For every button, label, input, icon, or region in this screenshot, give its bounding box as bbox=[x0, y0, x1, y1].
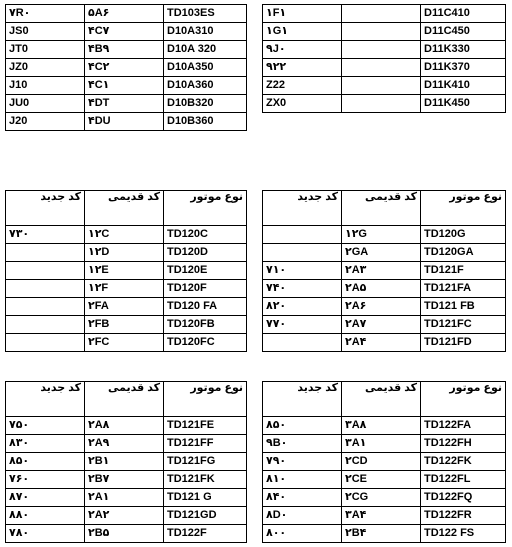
old-code-cell: ۴DU bbox=[85, 113, 164, 131]
new-code-cell: ۷۹۰ bbox=[263, 453, 342, 471]
engine-type-cell: TD121 FB bbox=[421, 298, 506, 316]
table-body bbox=[263, 382, 506, 543]
old-code-cell: ۲B۴ bbox=[342, 525, 421, 543]
engine-type-cell: D10A360 bbox=[164, 77, 247, 95]
table-row bbox=[6, 453, 247, 471]
new-code-cell: J10 bbox=[6, 77, 85, 95]
engine-type-cell: D11K410 bbox=[421, 77, 506, 95]
old-code-cell: ۴C۱ bbox=[85, 77, 164, 95]
old-code-cell: ۲B۵ bbox=[85, 525, 164, 543]
old-code-cell: ۲A۳ bbox=[342, 262, 421, 280]
old-code-cell: ۱۲F bbox=[85, 280, 164, 298]
header-new-code: کد جدید bbox=[263, 191, 342, 226]
old-code-cell bbox=[342, 95, 421, 113]
new-code-cell: ۷۵۰ bbox=[6, 417, 85, 435]
new-code-cell: ۸۸۰ bbox=[6, 507, 85, 525]
new-code-cell: ۷۴۰ bbox=[263, 280, 342, 298]
new-code-cell: JS0 bbox=[6, 23, 85, 41]
engine-type-cell: TD120E bbox=[164, 262, 247, 280]
new-code-cell: ۷R۰ bbox=[6, 5, 85, 23]
new-code-cell: ۷۷۰ bbox=[263, 316, 342, 334]
engine-type-cell: D10A350 bbox=[164, 59, 247, 77]
old-code-cell: ۲CD bbox=[342, 453, 421, 471]
engine-type-cell: TD103ES bbox=[164, 5, 247, 23]
engine-type-cell: D10B360 bbox=[164, 113, 247, 131]
old-code-cell bbox=[342, 41, 421, 59]
new-code-cell: ۹J۰ bbox=[263, 41, 342, 59]
engine-type-cell: TD120G bbox=[421, 226, 506, 244]
table-row bbox=[6, 507, 247, 525]
engine-type-cell: D10B320 bbox=[164, 95, 247, 113]
engine-type-cell: TD122FQ bbox=[421, 489, 506, 507]
table-body bbox=[6, 5, 247, 131]
table-body bbox=[6, 191, 247, 352]
new-code-cell: ۷۱۰ bbox=[263, 262, 342, 280]
new-code-cell: ۸D۰ bbox=[263, 507, 342, 525]
new-code-cell: ۹B۰ bbox=[263, 435, 342, 453]
old-code-cell: ۲A۵ bbox=[342, 280, 421, 298]
old-code-cell: ۲B۷ bbox=[85, 471, 164, 489]
engine-type-cell: TD122FL bbox=[421, 471, 506, 489]
new-code-cell: ۸۵۰ bbox=[263, 417, 342, 435]
new-code-cell: ۱F۱ bbox=[263, 5, 342, 23]
table-row bbox=[263, 316, 506, 334]
old-code-cell: ۵A۶ bbox=[85, 5, 164, 23]
engine-type-cell: TD120D bbox=[164, 244, 247, 262]
new-code-cell: JZ0 bbox=[6, 59, 85, 77]
mid-right-table bbox=[262, 190, 506, 352]
table-row bbox=[263, 5, 506, 23]
old-code-cell: ۲CG bbox=[342, 489, 421, 507]
table-row bbox=[263, 435, 506, 453]
engine-type-cell: TD121FA bbox=[421, 280, 506, 298]
old-code-cell: ۴B۹ bbox=[85, 41, 164, 59]
table-row bbox=[6, 226, 247, 244]
engine-type-cell: TD122 FS bbox=[421, 525, 506, 543]
old-code-cell: ۴C۷ bbox=[85, 23, 164, 41]
new-code-cell bbox=[263, 244, 342, 262]
old-code-cell bbox=[342, 77, 421, 95]
new-code-cell bbox=[263, 226, 342, 244]
old-code-cell: ۳A۱ bbox=[342, 435, 421, 453]
old-code-cell: ۲A۲ bbox=[85, 507, 164, 525]
table-body bbox=[6, 382, 247, 543]
new-code-cell: ۸۵۰ bbox=[6, 453, 85, 471]
table-row bbox=[263, 226, 506, 244]
old-code-cell bbox=[342, 23, 421, 41]
engine-type-cell: D11K370 bbox=[421, 59, 506, 77]
table-row bbox=[6, 113, 247, 131]
old-code-cell: ۳A۴ bbox=[342, 507, 421, 525]
new-code-cell: ۸۱۰ bbox=[263, 471, 342, 489]
new-code-cell bbox=[6, 334, 85, 352]
table-row bbox=[6, 23, 247, 41]
table-row bbox=[263, 77, 506, 95]
header-old-code: کد قدیمی bbox=[342, 191, 421, 226]
table-body bbox=[263, 5, 506, 113]
table-header-row bbox=[6, 191, 247, 226]
engine-type-cell: D11K330 bbox=[421, 41, 506, 59]
table-row bbox=[263, 453, 506, 471]
table-row bbox=[6, 525, 247, 543]
table-row bbox=[6, 489, 247, 507]
engine-type-cell: TD120C bbox=[164, 226, 247, 244]
new-code-cell: ZX0 bbox=[263, 95, 342, 113]
new-code-cell: ۹۲۲ bbox=[263, 59, 342, 77]
engine-type-cell: TD121 G bbox=[164, 489, 247, 507]
table-row bbox=[6, 316, 247, 334]
table-row bbox=[6, 298, 247, 316]
table-row bbox=[6, 5, 247, 23]
table-header-row bbox=[263, 382, 506, 417]
engine-type-cell: TD121FE bbox=[164, 417, 247, 435]
header-old-code: کد قدیمی bbox=[85, 191, 164, 226]
new-code-cell: ۸۴۰ bbox=[263, 489, 342, 507]
header-engine-type: نوع موتور bbox=[164, 191, 247, 226]
table-row bbox=[6, 244, 247, 262]
new-code-cell bbox=[6, 262, 85, 280]
table-row bbox=[263, 95, 506, 113]
top-left-table bbox=[5, 4, 247, 131]
new-code-cell bbox=[6, 244, 85, 262]
old-code-cell: ۲A۶ bbox=[342, 298, 421, 316]
old-code-cell: ۲GA bbox=[342, 244, 421, 262]
engine-type-cell: D11C450 bbox=[421, 23, 506, 41]
engine-type-cell: D10A 320 bbox=[164, 41, 247, 59]
old-code-cell: ۱۲C bbox=[85, 226, 164, 244]
new-code-cell: ۷۶۰ bbox=[6, 471, 85, 489]
engine-type-cell: TD121FK bbox=[164, 471, 247, 489]
header-new-code: کد جدید bbox=[6, 382, 85, 417]
engine-type-cell: TD121FC bbox=[421, 316, 506, 334]
table-row bbox=[6, 334, 247, 352]
new-code-cell bbox=[263, 334, 342, 352]
table-row bbox=[263, 525, 506, 543]
engine-type-cell: TD121FF bbox=[164, 435, 247, 453]
engine-type-cell: TD122FR bbox=[421, 507, 506, 525]
engine-type-cell: TD120FC bbox=[164, 334, 247, 352]
new-code-cell bbox=[6, 316, 85, 334]
new-code-cell: J20 bbox=[6, 113, 85, 131]
table-body bbox=[263, 191, 506, 352]
table-row bbox=[6, 417, 247, 435]
bottom-left-table bbox=[5, 381, 247, 543]
engine-type-cell: TD120GA bbox=[421, 244, 506, 262]
table-row bbox=[263, 41, 506, 59]
new-code-cell: ۸۲۰ bbox=[263, 298, 342, 316]
new-code-cell: JT0 bbox=[6, 41, 85, 59]
new-code-cell: ۷۳۰ bbox=[6, 226, 85, 244]
engine-type-cell: TD121FG bbox=[164, 453, 247, 471]
new-code-cell bbox=[6, 280, 85, 298]
new-code-cell: ۸۰۰ bbox=[263, 525, 342, 543]
table-row bbox=[6, 95, 247, 113]
engine-type-cell: TD120F bbox=[164, 280, 247, 298]
table-header-row bbox=[263, 191, 506, 226]
engine-type-cell: TD121GD bbox=[164, 507, 247, 525]
new-code-cell: ۱G۱ bbox=[263, 23, 342, 41]
new-code-cell: JU0 bbox=[6, 95, 85, 113]
old-code-cell bbox=[342, 5, 421, 23]
old-code-cell: ۲CE bbox=[342, 471, 421, 489]
table-row bbox=[6, 471, 247, 489]
engine-type-cell: D10A310 bbox=[164, 23, 247, 41]
header-new-code: کد جدید bbox=[6, 191, 85, 226]
old-code-cell: ۱۲G bbox=[342, 226, 421, 244]
table-row bbox=[263, 298, 506, 316]
engine-type-cell: TD121F bbox=[421, 262, 506, 280]
engine-type-cell: TD122FK bbox=[421, 453, 506, 471]
table-row bbox=[263, 334, 506, 352]
old-code-cell: ۲FB bbox=[85, 316, 164, 334]
table-row bbox=[6, 41, 247, 59]
old-code-cell: ۱۲D bbox=[85, 244, 164, 262]
old-code-cell: ۲A۱ bbox=[85, 489, 164, 507]
table-row bbox=[6, 262, 247, 280]
header-new-code: کد جدید bbox=[263, 382, 342, 417]
bottom-right-table bbox=[262, 381, 506, 543]
old-code-cell: ۴DT bbox=[85, 95, 164, 113]
table-row bbox=[6, 435, 247, 453]
old-code-cell: ۱۲E bbox=[85, 262, 164, 280]
engine-type-cell: TD122FA bbox=[421, 417, 506, 435]
engine-type-cell: TD122F bbox=[164, 525, 247, 543]
header-old-code: کد قدیمی bbox=[85, 382, 164, 417]
old-code-cell bbox=[342, 59, 421, 77]
new-code-cell: ۸۷۰ bbox=[6, 489, 85, 507]
table-row bbox=[6, 77, 247, 95]
table-row bbox=[6, 280, 247, 298]
old-code-cell: ۲FA bbox=[85, 298, 164, 316]
new-code-cell: Z22 bbox=[263, 77, 342, 95]
old-code-cell: ۲A۹ bbox=[85, 435, 164, 453]
table-row bbox=[263, 23, 506, 41]
table-row bbox=[263, 417, 506, 435]
new-code-cell: ۷۸۰ bbox=[6, 525, 85, 543]
header-engine-type: نوع موتور bbox=[164, 382, 247, 417]
engine-type-cell: TD120FB bbox=[164, 316, 247, 334]
engine-type-cell: D11C410 bbox=[421, 5, 506, 23]
table-row bbox=[263, 59, 506, 77]
table-row bbox=[263, 471, 506, 489]
new-code-cell: ۸۳۰ bbox=[6, 435, 85, 453]
header-engine-type: نوع موتور bbox=[421, 382, 506, 417]
header-old-code: کد قدیمی bbox=[342, 382, 421, 417]
table-row bbox=[6, 59, 247, 77]
engine-type-cell: D11K450 bbox=[421, 95, 506, 113]
table-header-row bbox=[6, 382, 247, 417]
table-row bbox=[263, 280, 506, 298]
table-row bbox=[263, 262, 506, 280]
engine-type-cell: TD120 FA bbox=[164, 298, 247, 316]
old-code-cell: ۳A۸ bbox=[342, 417, 421, 435]
old-code-cell: ۲A۴ bbox=[342, 334, 421, 352]
old-code-cell: ۲A۸ bbox=[85, 417, 164, 435]
old-code-cell: ۴C۲ bbox=[85, 59, 164, 77]
old-code-cell: ۲A۷ bbox=[342, 316, 421, 334]
table-row bbox=[263, 507, 506, 525]
old-code-cell: ۲FC bbox=[85, 334, 164, 352]
old-code-cell: ۲B۱ bbox=[85, 453, 164, 471]
table-row bbox=[263, 489, 506, 507]
header-engine-type: نوع موتور bbox=[421, 191, 506, 226]
top-right-table bbox=[262, 4, 506, 113]
new-code-cell bbox=[6, 298, 85, 316]
engine-type-cell: TD122FH bbox=[421, 435, 506, 453]
engine-type-cell: TD121FD bbox=[421, 334, 506, 352]
table-row bbox=[263, 244, 506, 262]
mid-left-table bbox=[5, 190, 247, 352]
